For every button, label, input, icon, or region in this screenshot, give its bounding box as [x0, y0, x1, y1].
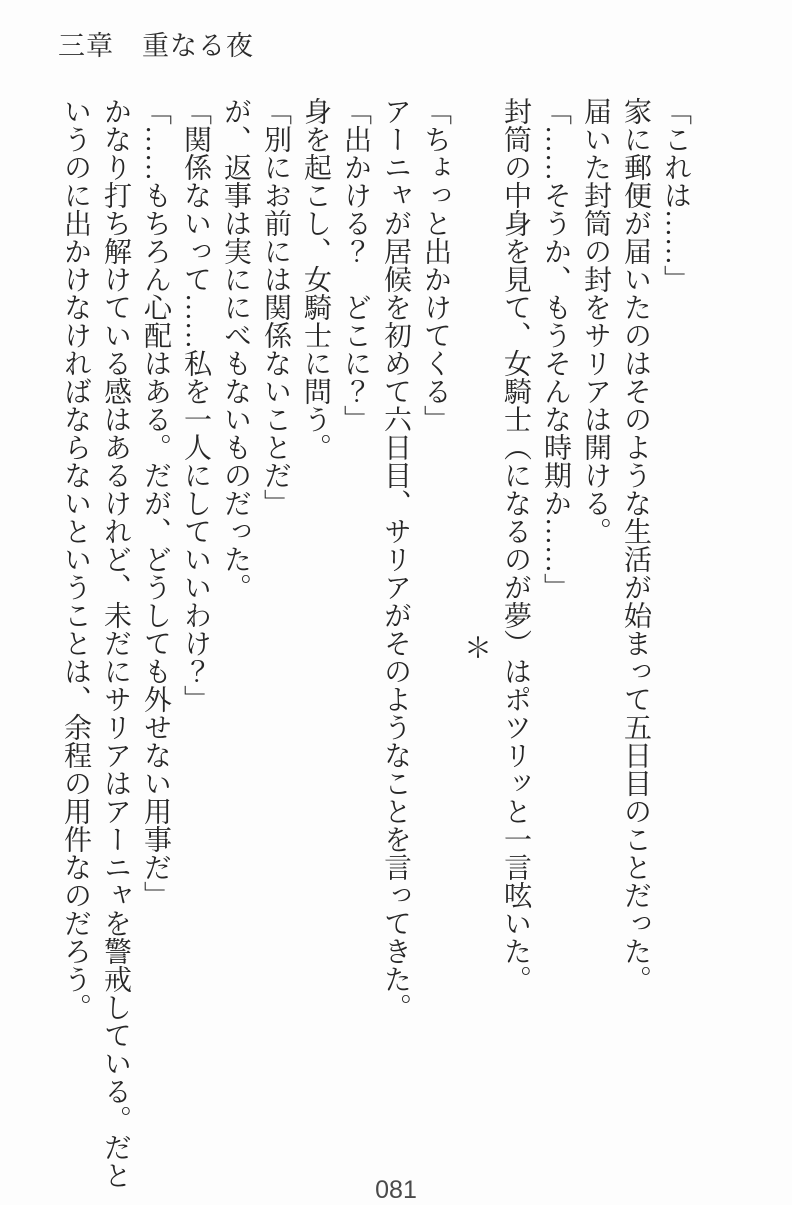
novel-text-block	[55, 97, 695, 1197]
chapter-title: 三章 重なる夜	[58, 31, 254, 61]
scene-break-asterisk: ＊	[460, 633, 491, 661]
dialogue-line: 「……そうか、もうそんな時期か……」	[540, 97, 571, 601]
page-number: 081	[375, 1176, 417, 1204]
dialogue-line: 「出かける？ どこに？」	[340, 97, 371, 433]
narrative-line: 家に郵便が届いたのはそのような生活が始まって五日目のことだった。	[620, 97, 651, 993]
narrative-line: アーニャが居候を初めて六日目、サリアがそのようなことを言ってきた。	[380, 97, 411, 1021]
narrative-line: 身を起こし、女騎士に問う。	[300, 97, 331, 461]
narrative-line: 届いた封筒の封をサリアは開ける。	[580, 97, 611, 545]
dialogue-line: 「関係ないって……私を一人にしていいわけ？」	[180, 97, 211, 713]
narrative-line: 封筒の中身を見て、女騎士（になるのが夢）はポツリッと一言呟いた。	[500, 97, 531, 993]
narrative-line: かなり打ち解けている感はあるけれど、未だにサリアはアーニャを警戒している。だというのに出かけなければならないということは、余程の用件なのだろう。	[60, 97, 131, 1189]
dialogue-line: 「これは……」	[660, 97, 691, 293]
dialogue-line: 「ちょっと出かけてくる」	[420, 97, 451, 433]
narrative-line: が、返事は実ににべもないものだった。	[220, 97, 251, 601]
dialogue-line: 「……もちろん心配はある。だが、どうしても外せない用事だ」	[140, 97, 171, 909]
dialogue-line: 「別にお前には関係ないことだ」	[260, 97, 291, 517]
